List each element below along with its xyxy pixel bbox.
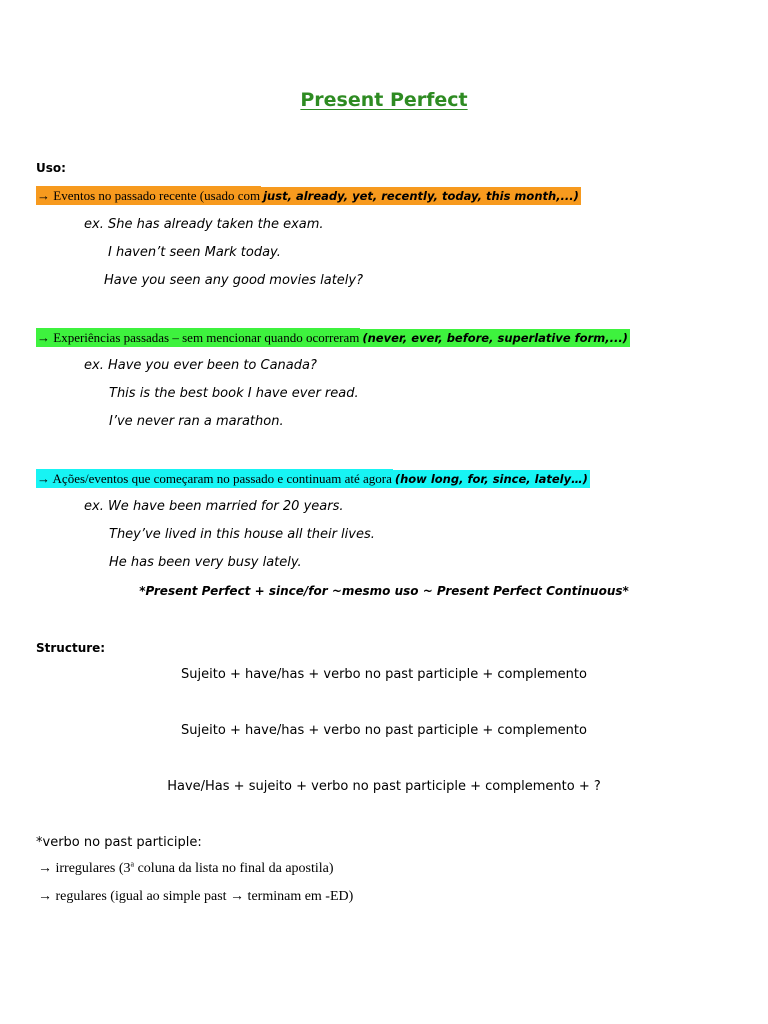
structure-affirmative: Sujeito + have/has + verbo no past participle + complemento xyxy=(181,667,587,682)
usage-note: *Present Perfect + since/for ~mesmo uso ~ Present Perfect Continuous* xyxy=(139,584,629,598)
example-3-3: He has been very busy lately. xyxy=(109,555,302,570)
usage-rule-3-text: → Ações/eventos que começaram no passado e continuam até agora xyxy=(37,471,392,486)
structure-interrogative: Have/Has + sujeito + verbo no past participle + complemento + ? xyxy=(167,779,601,794)
usage-rule-1-text: → Eventos no passado recente (usado com xyxy=(37,188,261,203)
example-1-2: I haven’t seen Mark today. xyxy=(108,245,281,260)
participle-irregular xyxy=(38,859,334,876)
page-title: Present Perfect xyxy=(300,89,468,111)
usage-rule-3 xyxy=(36,469,590,489)
usage-rule-1-keywords: just, already, yet, recently, today, this month,...) xyxy=(263,189,579,203)
participle-irregular-suffix: coluna da lista no final da apostila) xyxy=(134,861,334,876)
usage-rule-2-text: → Experiências passadas – sem mencionar quando ocorreram xyxy=(37,330,360,345)
example-2-3: I’ve never ran a marathon. xyxy=(109,414,284,429)
participle-irregular-sup: a xyxy=(130,859,135,869)
uso-heading: Uso: xyxy=(36,161,66,175)
participle-irregular-prefix: → irregulares (3 xyxy=(38,861,131,876)
participle-heading: *verbo no past participle: xyxy=(36,835,202,850)
example-1-1: ex. She has already taken the exam. xyxy=(84,217,324,232)
usage-rule-2-keywords: (never, ever, before, superlative form,...) xyxy=(362,331,628,345)
participle-regular: → regulares (igual ao simple past → terminam em -ED) xyxy=(38,889,354,904)
structure-negative: Sujeito + have/has + verbo no past participle + complemento xyxy=(181,723,587,738)
example-2-2: This is the best book I have ever read. xyxy=(109,386,359,401)
structure-heading: Structure: xyxy=(36,641,106,655)
example-3-2: They’ve lived in this house all their lives. xyxy=(109,527,375,542)
usage-rule-3-keywords: (how long, for, since, lately…) xyxy=(394,472,588,486)
example-2-1: ex. Have you ever been to Canada? xyxy=(84,358,317,373)
usage-rule-2 xyxy=(36,328,630,348)
usage-rule-1 xyxy=(36,186,581,206)
example-3-1: ex. We have been married for 20 years. xyxy=(84,499,344,514)
example-1-3: Have you seen any good movies lately? xyxy=(104,273,364,288)
